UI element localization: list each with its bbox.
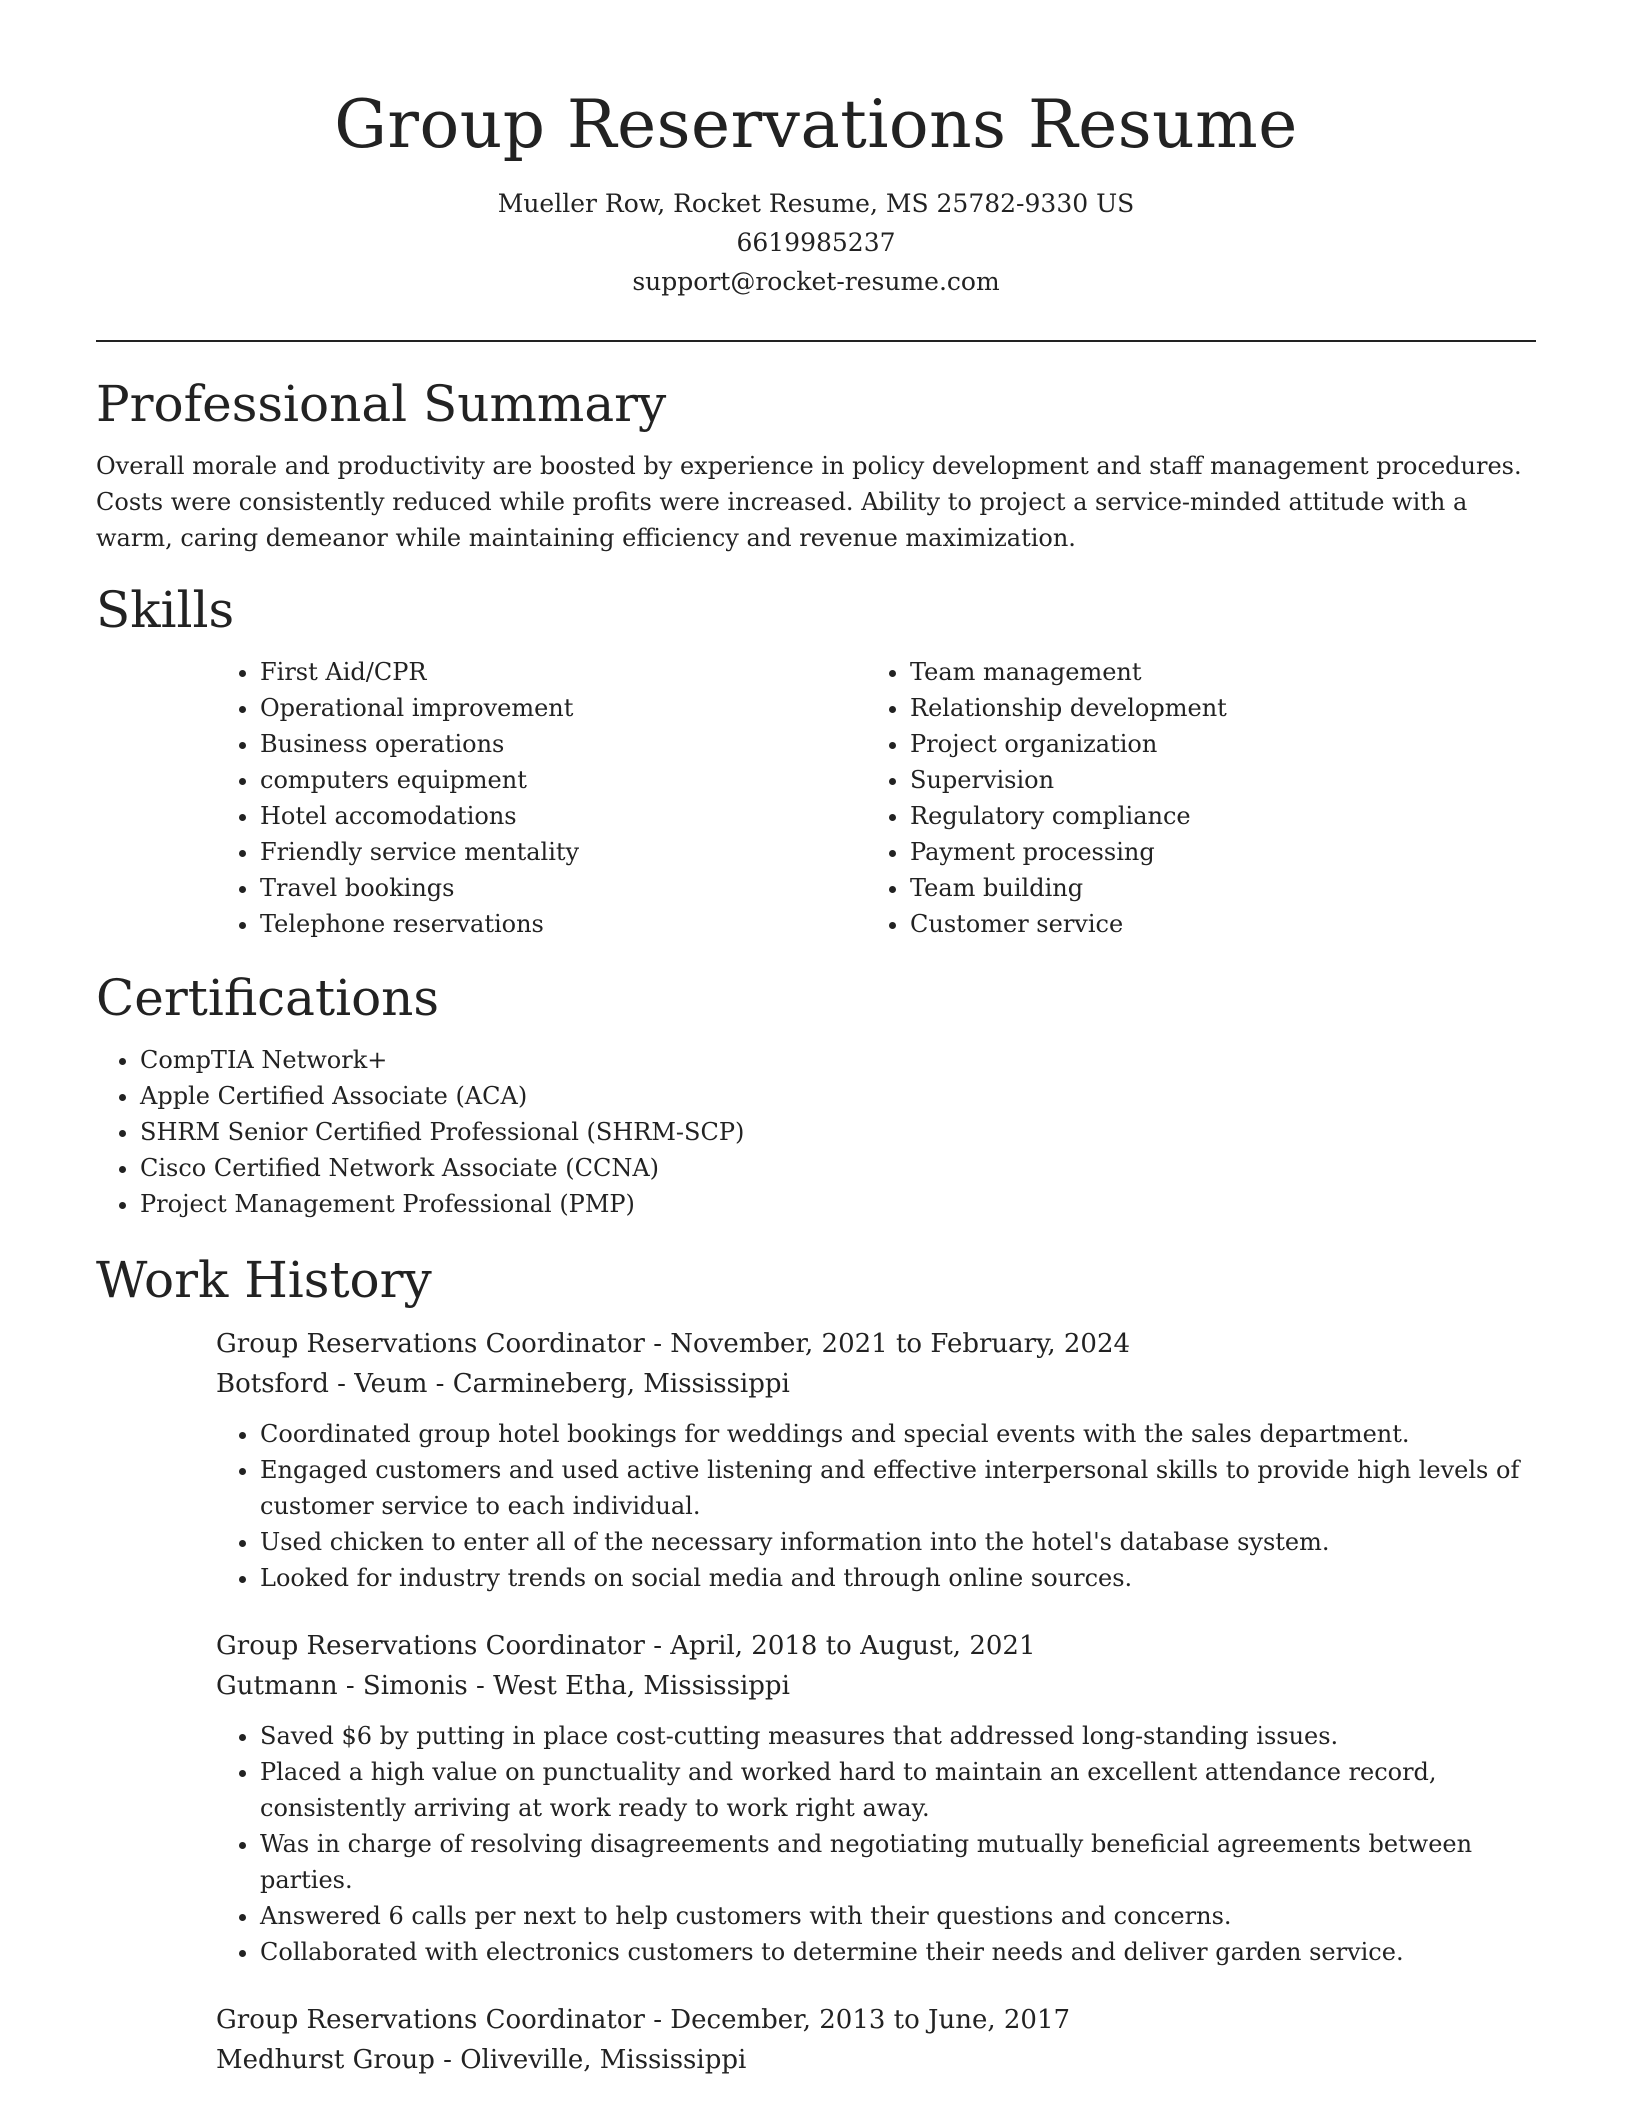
- work-section: [96, 1248, 1536, 2080]
- skills-column-left: [216, 654, 866, 942]
- skill-item: • Operational improvement: [260, 690, 866, 726]
- job-location: Carmineberg, Mississippi: [452, 1369, 790, 1399]
- job-bullet: • Was in charge of resolving disagreements and negotiating mutually beneficial agreements between parties.: [260, 1826, 1536, 1898]
- skill-item: • Supervision: [910, 762, 1516, 798]
- job-dates: November, 2021 to February, 2024: [670, 1329, 1131, 1359]
- job-dates: December, 2013 to June, 2017: [670, 2005, 1071, 2035]
- skill-item: • Customer service: [910, 906, 1516, 942]
- skills-heading: Skills: [96, 581, 235, 639]
- job-bullet: • Used chicken to enter all of the necessary information into the hotel's database system.: [260, 1524, 1536, 1560]
- job-bullet: • Answered 6 calls per next to help customers with their questions and concerns.: [260, 1898, 1536, 1934]
- contact-email: support@rocket-resume.com: [632, 267, 1000, 296]
- skill-item: • Relationship development: [910, 690, 1516, 726]
- contact-block: [96, 184, 1536, 301]
- job-company: Medhurst Group: [216, 2045, 435, 2075]
- job-bullets: [216, 1718, 1536, 1970]
- job-bullet: • Engaged customers and used active listening and effective interpersonal skills to provide high levels of customer service to each individual.: [260, 1452, 1536, 1524]
- skills-section: [96, 578, 1536, 942]
- job-entry: [216, 1626, 1536, 1970]
- skill-item: • Hotel accomodations: [260, 798, 866, 834]
- job-bullet: • Collaborated with electronics customers to determine their needs and deliver garden service.: [260, 1934, 1536, 1970]
- job-title: Group Reservations Coordinator: [216, 2005, 645, 2035]
- job-title-line: Group Reservations Coordinator - December, 2013 to June, 2017: [216, 2005, 1071, 2035]
- certification-item: • Cisco Certified Network Associate (CCNA): [140, 1150, 1536, 1186]
- skills-columns: [216, 654, 1536, 942]
- job-title: Group Reservations Coordinator: [216, 1631, 645, 1661]
- certifications-list: [96, 1042, 1536, 1222]
- job-dates: April, 2018 to August, 2021: [670, 1631, 1036, 1661]
- contact-phone: 6619985237: [736, 228, 896, 257]
- certifications-heading: Certifications: [96, 969, 440, 1027]
- skills-list-right: [866, 654, 1516, 942]
- resume-header: [96, 0, 1536, 301]
- skill-item: • Team building: [910, 870, 1516, 906]
- job-title: Group Reservations Coordinator: [216, 1329, 645, 1359]
- skill-item: • Project organization: [910, 726, 1516, 762]
- job-company-line: Botsford - Veum - Carmineberg, Mississippi: [216, 1369, 790, 1399]
- job-entry: [216, 1324, 1536, 1596]
- job-company-line: Medhurst Group - Oliveville, Mississippi: [216, 2045, 747, 2075]
- certification-item: • Project Management Professional (PMP): [140, 1186, 1536, 1222]
- skills-list-left: [216, 654, 866, 942]
- job-location: West Etha, Mississippi: [493, 1671, 790, 1701]
- resume-page: [96, 0, 1536, 2080]
- skill-item: • Regulatory compliance: [910, 798, 1516, 834]
- certifications-section: [96, 966, 1536, 1222]
- certification-item: • SHRM Senior Certified Professional (SHRM-SCP): [140, 1114, 1536, 1150]
- skill-item: • Friendly service mentality: [260, 834, 866, 870]
- skills-column-right: [866, 654, 1516, 942]
- summary-heading: Professional Summary: [96, 375, 667, 433]
- header-divider: [96, 340, 1536, 342]
- contact-address: Mueller Row, Rocket Resume, MS 25782-9330 US: [497, 189, 1135, 218]
- job-company-line: Gutmann - Simonis - West Etha, Mississippi: [216, 1671, 790, 1701]
- skill-item: • Travel bookings: [260, 870, 866, 906]
- job-company: Botsford - Veum: [216, 1369, 428, 1399]
- skill-item: • Telephone reservations: [260, 906, 866, 942]
- skill-item: • Business operations: [260, 726, 866, 762]
- skill-item: • Payment processing: [910, 834, 1516, 870]
- job-company: Gutmann - Simonis: [216, 1671, 468, 1701]
- job-location: Oliveville, Mississippi: [460, 2045, 747, 2075]
- job-bullet: • Saved $6 by putting in place cost-cutting measures that addressed long-standing issues.: [260, 1718, 1536, 1754]
- skill-item: • computers equipment: [260, 762, 866, 798]
- certification-item: • CompTIA Network+: [140, 1042, 1536, 1078]
- job-entry: [216, 2000, 1536, 2080]
- job-title-line: Group Reservations Coordinator - April, 2018 to August, 2021: [216, 1631, 1036, 1661]
- job-bullets: [216, 1416, 1536, 1596]
- resume-title: Group Reservations Resume: [334, 86, 1298, 163]
- job-bullet: • Placed a high value on punctuality and worked hard to maintain an excellent attendance record, consistently arriving at work ready to work right away.: [260, 1754, 1536, 1826]
- job-bullet: • Coordinated group hotel bookings for weddings and special events with the sales department.: [260, 1416, 1536, 1452]
- summary-section: [96, 372, 1536, 556]
- skill-item: • Team management: [910, 654, 1516, 690]
- work-heading: Work History: [96, 1251, 432, 1309]
- certification-item: • Apple Certified Associate (ACA): [140, 1078, 1536, 1114]
- skill-item: • First Aid/CPR: [260, 654, 866, 690]
- summary-text: Overall morale and productivity are boosted by experience in policy development and staff management procedures. Costs were consistently reduced while profits were increased. Ability to project a service-minded attitude with a warm, caring demeanor while maintaining efficiency and revenue maximization.: [96, 452, 1522, 552]
- job-title-line: Group Reservations Coordinator - November, 2021 to February, 2024: [216, 1329, 1131, 1359]
- job-bullet: • Looked for industry trends on social media and through online sources.: [260, 1560, 1536, 1596]
